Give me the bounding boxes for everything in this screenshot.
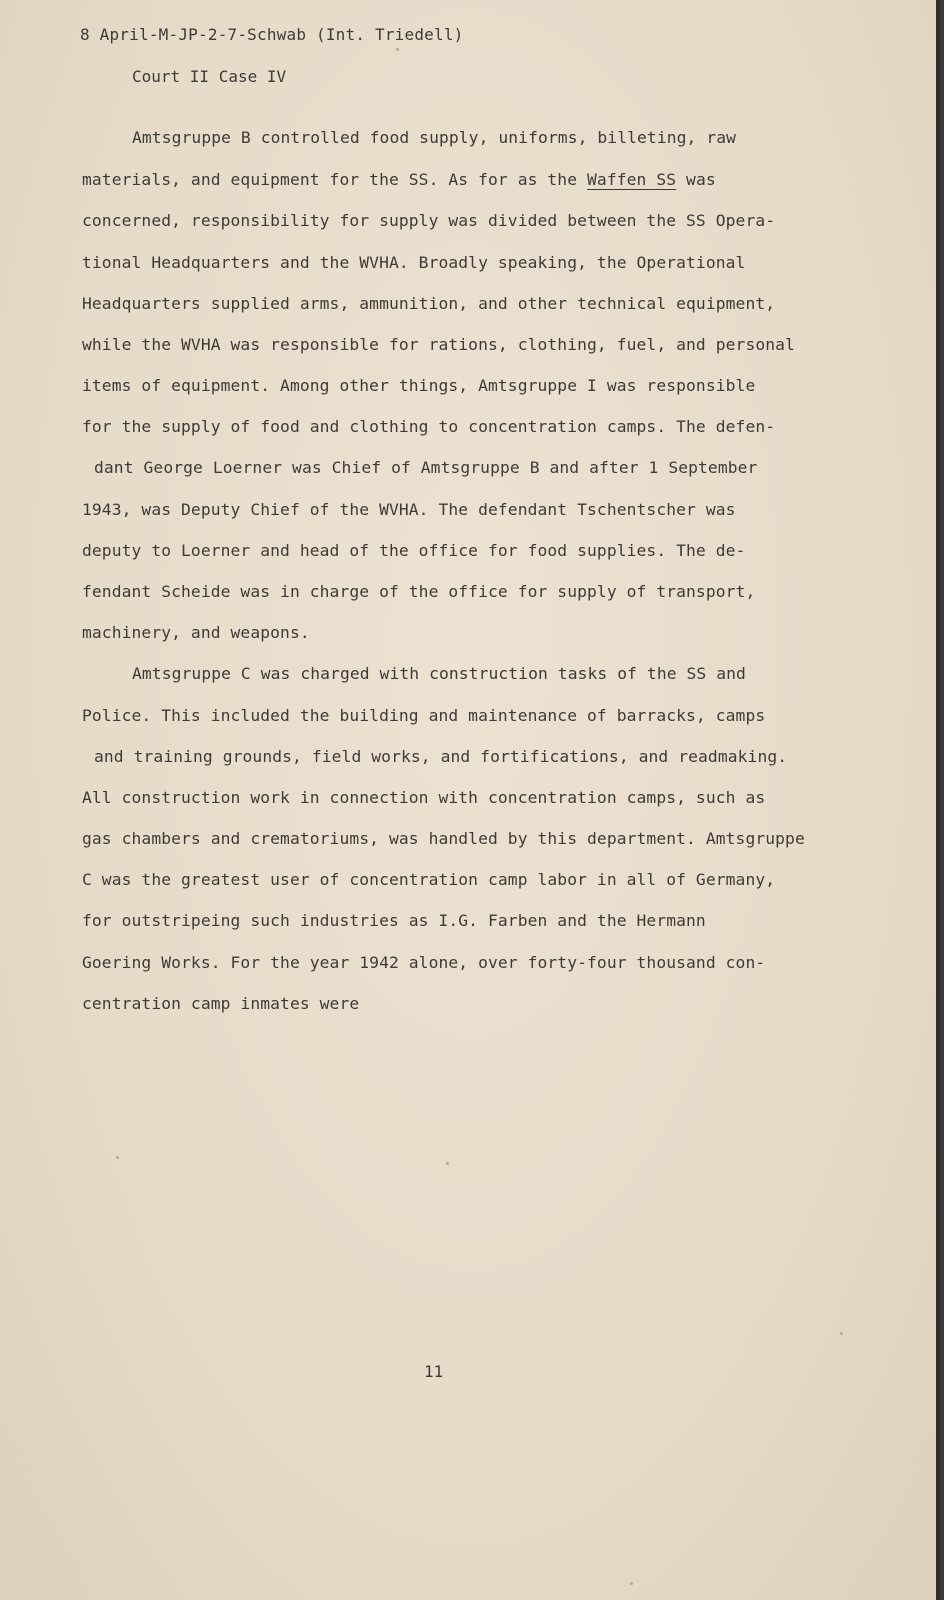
paragraph-1-line-10: 1943, was Deputy Chief of the WVHA. The defendant Tschentscher was: [82, 500, 736, 519]
paragraph-1-line-12: fendant Scheide was in charge of the office for supply of transport,: [82, 582, 756, 601]
paper-speck: [396, 48, 399, 51]
paragraph-2-line-9: centration camp inmates were: [82, 994, 360, 1013]
paragraph-2-line-7: for outstripeing such industries as I.G. Farben and the Hermann: [82, 911, 706, 930]
underlined-term: Waffen SS: [587, 170, 677, 189]
court-case-heading: Court II Case IV: [132, 67, 287, 86]
paragraph-1-line-11: deputy to Loerner and head of the office for food supplies. The de-: [82, 541, 746, 560]
paragraph-1-line-2-tail: was: [676, 170, 716, 189]
paragraph-1-line-6: while the WVHA was responsible for rations, clothing, fuel, and personal: [82, 335, 795, 354]
paragraph-1-line-2: [82, 170, 716, 189]
paragraph-1-line-7: items of equipment. Among other things, Amtsgruppe I was responsible: [82, 376, 756, 395]
paragraph-2-line-1: Amtsgruppe C was charged with construction tasks of the SS and: [132, 664, 746, 683]
paragraph-2-line-8: Goering Works. For the year 1942 alone, over forty-four thousand con-: [82, 953, 766, 972]
paragraph-2-line-4: All construction work in connection with concentration camps, such as: [82, 788, 766, 807]
paper-speck: [446, 1162, 449, 1165]
paragraph-1-line-3: concerned, responsibility for supply was divided between the SS Opera-: [82, 211, 776, 230]
paragraph-2-line-3: and training grounds, field works, and fortifications, and readmaking.: [94, 747, 788, 766]
paragraph-1-line-9: dant George Loerner was Chief of Amtsgruppe B and after 1 September: [94, 458, 758, 477]
page-number: 11: [424, 1362, 444, 1381]
paragraph-1-line-5: Headquarters supplied arms, ammunition, and other technical equipment,: [82, 294, 776, 313]
paper-speck: [840, 1332, 843, 1335]
page-edge-shadow: [936, 0, 940, 1600]
paragraph-2-line-6: C was the greatest user of concentration camp labor in all of Germany,: [82, 870, 776, 889]
paragraph-1-line-2-text: materials, and equipment for the SS. As for as the: [82, 170, 588, 189]
paper-speck: [630, 1582, 633, 1585]
paragraph-1-line-4: tional Headquarters and the WVHA. Broadly speaking, the Operational: [82, 253, 746, 272]
paragraph-2-line-5: gas chambers and crematoriums, was handled by this department. Amtsgruppe: [82, 829, 805, 848]
paragraph-1-line-8: for the supply of food and clothing to concentration camps. The defen-: [82, 417, 776, 436]
paragraph-1-line-1: Amtsgruppe B controlled food supply, uniforms, billeting, raw: [132, 128, 737, 147]
document-reference: 8 April-M-JP-2-7-Schwab (Int. Triedell): [80, 25, 464, 44]
paper-speck: [116, 1156, 119, 1159]
paragraph-2-line-2: Police. This included the building and maintenance of barracks, camps: [82, 706, 766, 725]
paragraph-1-line-13: machinery, and weapons.: [82, 623, 310, 642]
